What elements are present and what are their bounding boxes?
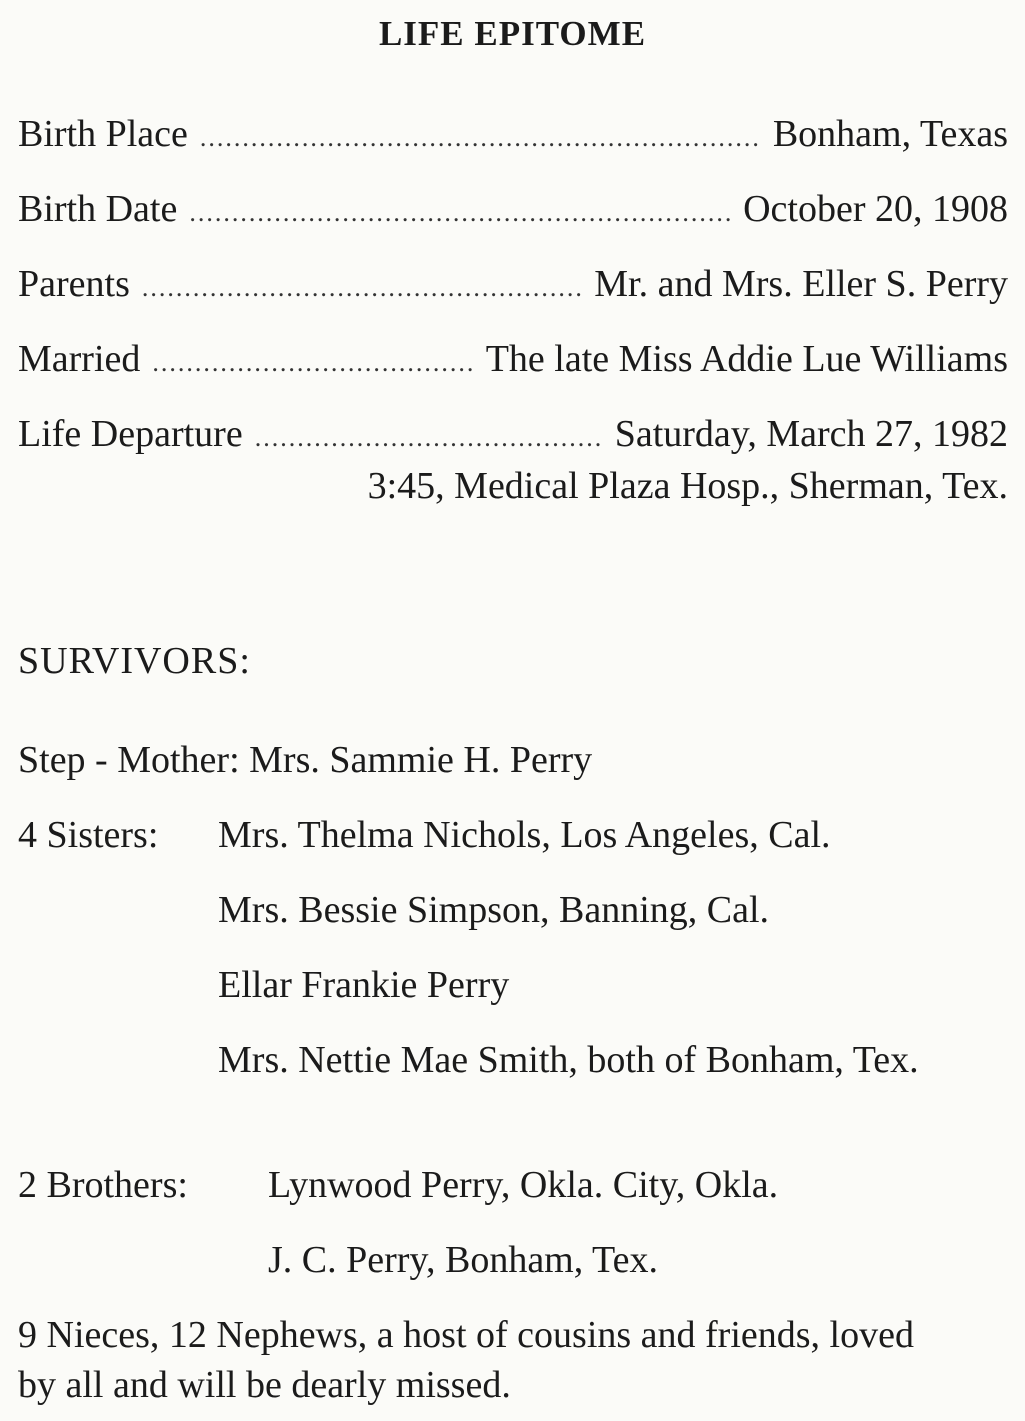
life-epitome-section [18,110,1008,510]
closing-text: 9 Nieces, 12 Nephews, a host of cousins and friends, loved by all and will be dearly missed. [18,1314,914,1406]
married-label: Married [18,338,141,380]
married-row [18,335,1008,410]
birth-date-value: October 20, 1908 [743,188,1008,230]
sisters-list [218,810,919,1160]
list-item: Mrs. Thelma Nichols, Los Angeles, Cal. [218,814,831,856]
life-departure-label: Life Departure [18,413,243,455]
parents-label: Parents [18,263,130,305]
brothers-label: 2 Brothers: [18,1164,188,1206]
parents-row [18,260,1008,335]
parents-value: Mr. and Mrs. Eller S. Perry [594,263,1008,305]
brothers-list [268,1160,778,1310]
birth-date-label: Birth Date [18,188,178,230]
birth-place-value: Bonham, Texas [772,113,1008,155]
life-departure-value: Saturday, March 27, 1982 [614,413,1008,455]
birth-place-label: Birth Place [18,113,188,155]
list-item: Mrs. Bessie Simpson, Banning, Cal. [218,889,770,931]
married-value: The late Miss Addie Lue Williams [485,338,1008,380]
survivors-section [18,735,1008,1410]
step-mother-line: Step - Mother: Mrs. Sammie H. Perry [18,739,593,781]
dot-leader [152,339,473,387]
sisters-block [18,810,1008,1160]
survivors-heading: SURVIVORS: [18,640,251,682]
life-departure-row [18,410,1008,462]
sisters-label: 4 Sisters: [18,814,159,856]
brothers-block [18,1160,1008,1310]
list-item: Lynwood Perry, Okla. City, Okla. [268,1164,779,1206]
list-item: J. C. Perry, Bonham, Tex. [268,1239,658,1281]
life-departure-detail: 3:45, Medical Plaza Hosp., Sherman, Tex. [367,465,1008,507]
list-item: Mrs. Nettie Mae Smith, both of Bonham, Tex. [218,1039,919,1081]
dot-leader [255,414,603,462]
birth-place-row [18,110,1008,185]
page-title: LIFE EPITOME [378,14,647,53]
dot-leader [200,114,761,162]
dot-leader [142,264,582,312]
list-item: Ellar Frankie Perry [218,964,510,1006]
birth-date-row [18,185,1008,260]
dot-leader [189,189,731,237]
